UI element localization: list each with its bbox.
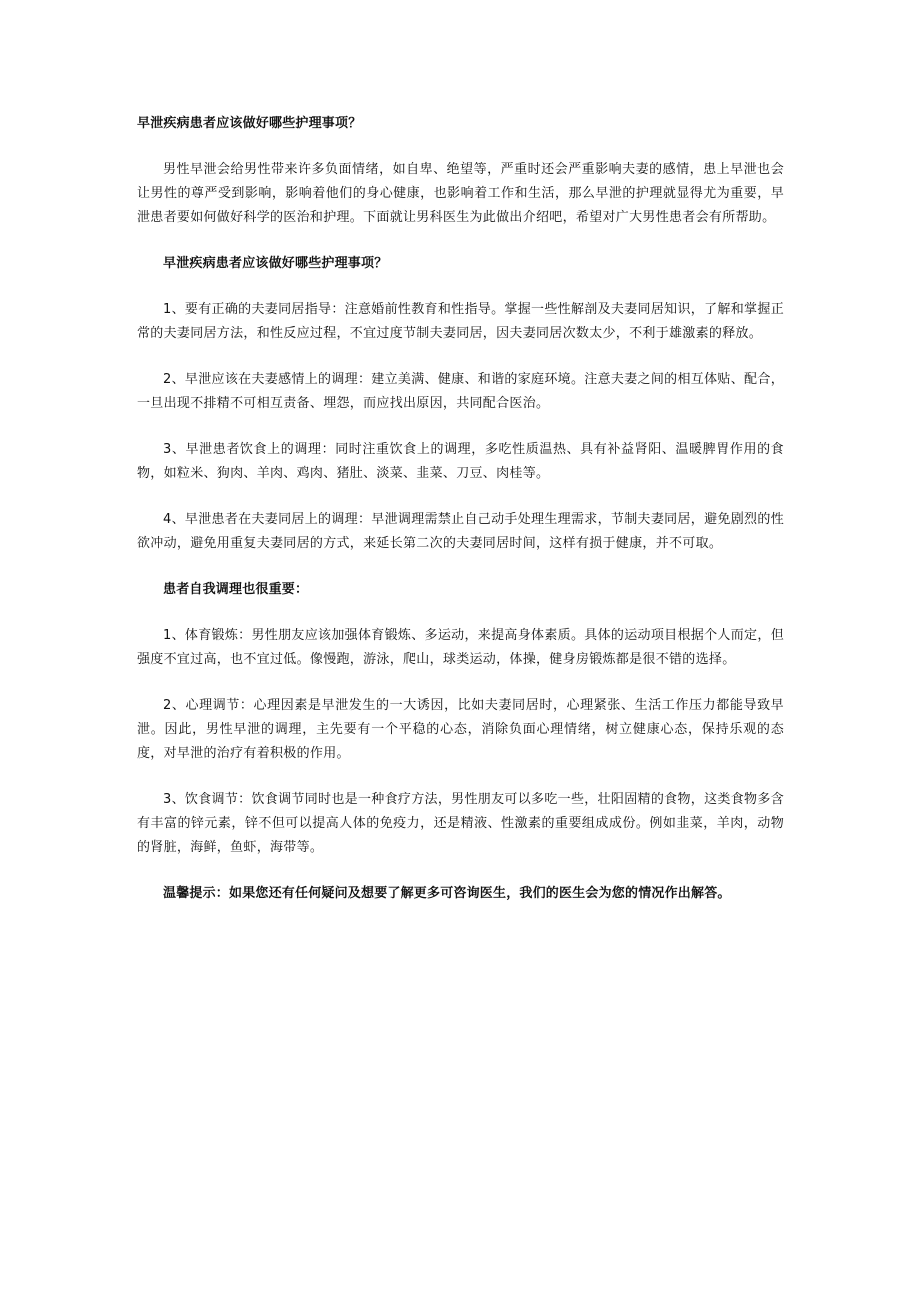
item-text: 、饮食调节：饮食调节同时也是一种食疗方法，男性朋友可以多吃一些，壮阳固精的食物，这类食物多含有丰富的锌元素，锌不但可以提高人体的免疫力，还是精液、性激素的重要组成成份。例如韭菜，羊肉，动物的肾脏，海鲜，鱼虾，海带等。 xyxy=(137,792,784,855)
item-number: 4 xyxy=(163,512,172,527)
item-text: 、要有正确的夫妻同居指导：注意婚前性教育和性指导。掌握一些性解剖及夫妻同居知识，了解和掌握正常的夫妻同居方法，和性反应过程，不宜过度节制夫妻同居，因夫妻同居次数太少，不利于雄激素的释放。 xyxy=(137,302,784,341)
document-title: 早泄疾病患者应该做好哪些护理事项？ xyxy=(137,116,362,131)
item-text: 、早泄应该在夫妻感情上的调理：建立美满、健康、和谐的家庭环境。注意夫妻之间的相互体贴、配合，一旦出现不排精不可相互责备、埋怨，而应找出原因，共同配合医治。 xyxy=(137,372,784,411)
item-text: 、早泄患者在夫妻同居上的调理：早泄调理需禁止自己动手处理生理需求，节制夫妻同居，避免剧烈的性欲冲动，避免用重复夫妻同居的方式，来延长第二次的夫妻同居时间，这样有损于健康，并不可取。 xyxy=(137,512,784,551)
item-number: 3 xyxy=(163,792,172,807)
item-number: 2 xyxy=(163,698,172,713)
section2-item-2 xyxy=(137,694,784,766)
section1-item-2 xyxy=(137,368,784,416)
item-text: 、体育锻炼：男性朋友应该加强体育锻炼、多运动，来提高身体素质。具体的运动项目根据个人而定，但强度不宜过高，也不宜过低。像慢跑，游泳，爬山，球类运动，体操，健身房锻炼都是很不错的选择。 xyxy=(137,628,784,667)
section2-item-3 xyxy=(137,788,784,860)
item-text: 、早泄患者饮食上的调理：同时注重饮食上的调理，多吃性质温热、具有补益肾阳、温暖脾胃作用的食物，如粒米、狗肉、羊肉、鸡肉、猪肚、淡菜、韭菜、刀豆、肉桂等。 xyxy=(137,442,784,481)
item-number: 2 xyxy=(163,372,172,387)
section1-item-1 xyxy=(137,298,784,346)
item-number: 1 xyxy=(163,302,172,317)
intro-paragraph: 男性早泄会给男性带来许多负面情绪，如自卑、绝望等，严重时还会严重影响夫妻的感情，患上早泄也会让男性的尊严受到影响，影响着他们的身心健康，也影响着工作和生活，那么早泄的护理就显得尤为重要，早泄患者要如何做好科学的医治和护理。下面就让男科医生为此做出介绍吧，希望对广大男性患者会有所帮助。 xyxy=(137,162,784,225)
section2-heading: 患者自我调理也很重要： xyxy=(163,582,309,597)
warm-tip: 温馨提示：如果您还有任何疑问及想要了解更多可咨询医生，我们的医生会为您的情况作出解答。 xyxy=(163,886,731,901)
item-number: 3 xyxy=(163,442,172,457)
section1-item-4 xyxy=(137,508,784,556)
section1-item-3 xyxy=(137,438,784,486)
document-body xyxy=(137,112,784,906)
item-number: 1 xyxy=(163,628,172,643)
section2-item-1 xyxy=(137,624,784,672)
item-text: 、心理调节：心理因素是早泄发生的一大诱因，比如夫妻同居时，心理紧张、生活工作压力都能导致早泄。因此，男性早泄的调理，主先要有一个平稳的心态，消除负面心理情绪，树立健康心态，保持乐观的态度，对早泄的治疗有着积极的作用。 xyxy=(137,698,784,761)
section1-heading: 早泄疾病患者应该做好哪些护理事项？ xyxy=(163,256,388,271)
